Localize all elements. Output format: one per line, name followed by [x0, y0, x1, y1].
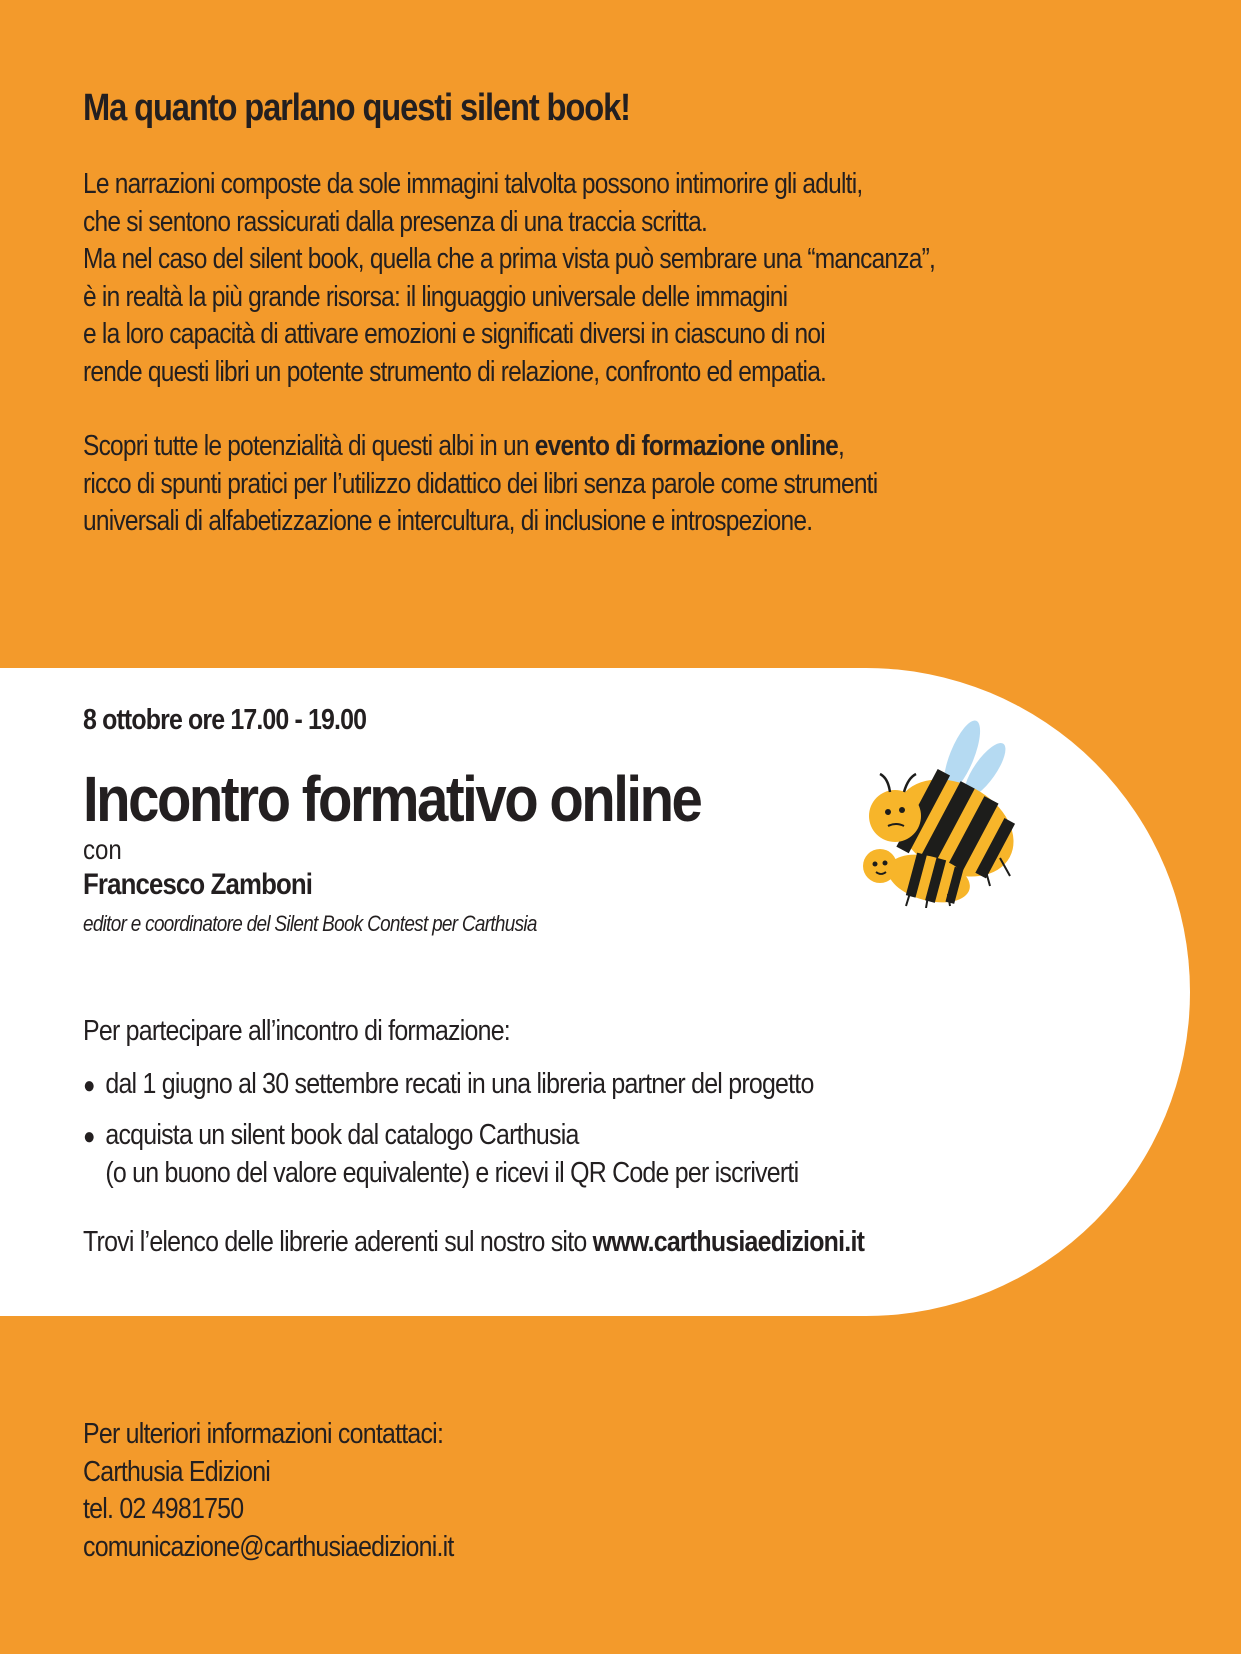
- bullet-icon: ●: [83, 1072, 95, 1099]
- contact-phone[interactable]: tel. 02 4981750: [83, 1493, 244, 1525]
- text-line: e la loro capacità di attivare emozioni e significati diversi in ciascuno di noi: [83, 318, 825, 350]
- intro-paragraph-1: [83, 166, 1029, 391]
- contact-company: Carthusia Edizioni: [83, 1455, 271, 1488]
- text-segment: Trovi l’elenco delle librerie aderenti sul nostro sito: [83, 1226, 593, 1258]
- event-title: Incontro formativo online: [83, 763, 701, 835]
- participation-list: [83, 1066, 932, 1205]
- website-link[interactable]: www.carthusiaedizioni.it: [592, 1226, 865, 1258]
- bullet-icon: ●: [83, 1123, 95, 1150]
- contact-section: [83, 1416, 454, 1566]
- list-item-text: acquista un silent book dal catalogo Carthusia: [105, 1119, 579, 1151]
- event-date: 8 ottobre ore 17.00 - 19.00: [83, 704, 367, 736]
- contact-email[interactable]: comunicazione@carthusiaedizioni.it: [83, 1530, 454, 1563]
- bees-illustration-icon: [850, 708, 1030, 908]
- with-label: con: [83, 834, 122, 865]
- speaker-name: Francesco Zamboni: [83, 868, 313, 901]
- intro-section: [83, 78, 1183, 541]
- intro-paragraph-2: [83, 428, 1029, 541]
- contact-intro: Per ulteriori informazioni contattaci:: [83, 1418, 444, 1450]
- text-line: è in realtà la più grande risorsa: il linguaggio universale delle immagini: [83, 280, 788, 313]
- text-segment: ,: [838, 430, 845, 462]
- headline: Ma quanto parlano questi silent book!: [83, 87, 630, 129]
- list-item: [83, 1066, 814, 1104]
- list-item-text: dal 1 giugno al 30 settembre recati in una libreria partner del progetto: [105, 1068, 814, 1100]
- list-item: [83, 1117, 814, 1192]
- text-line: ricco di spunti pratici per l’utilizzo didattico dei libri senza parole come strumenti: [83, 467, 878, 500]
- text-segment: Scopri tutte le potenzialità di questi albi in un: [83, 430, 535, 462]
- text-line: Le narrazioni composte da sole immagini talvolta possono intimorire gli adulti,: [83, 168, 863, 200]
- bookstores-note: [83, 1226, 864, 1259]
- event-panel: [0, 668, 1190, 1316]
- highlight-text: evento di formazione online: [534, 430, 839, 462]
- text-line: Ma nel caso del silent book, quella che a prima vista può sembrare una “mancanza”,: [83, 243, 936, 275]
- participation-heading: Per partecipare all’incontro di formazione:: [83, 1015, 510, 1047]
- text-line: rende questi libri un potente strumento di relazione, confronto ed empatia.: [83, 355, 827, 388]
- text-line: [83, 428, 1029, 466]
- text-line: universali di alfabetizzazione e intercultura, di inclusione e introspezione.: [83, 505, 813, 537]
- list-item-continuation: (o un buono del valore equivalente) e ricevi il QR Code per iscriverti: [105, 1157, 799, 1189]
- speaker-role: editor e coordinatore del Silent Book Contest per Carthusia: [83, 911, 537, 936]
- text-line: che si sentono rassicurati dalla presenza di una traccia scritta.: [83, 205, 708, 238]
